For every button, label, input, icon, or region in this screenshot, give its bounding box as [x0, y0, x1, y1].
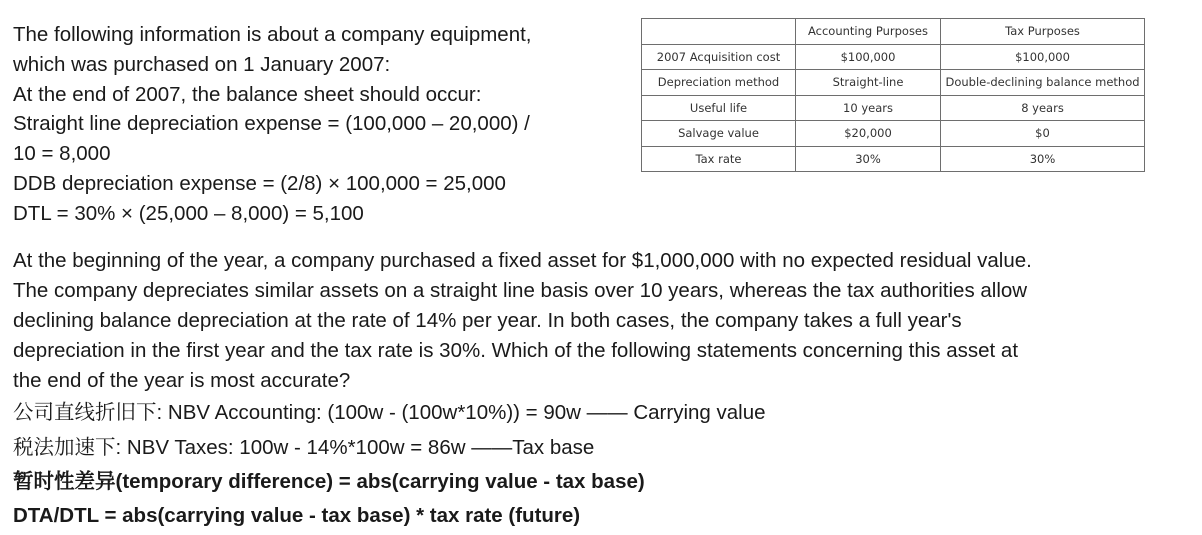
- table-cell: Straight-line: [796, 70, 941, 96]
- table-cell: 30%: [941, 146, 1145, 172]
- intro-line: Straight line depreciation expense = (100,000 – 20,000) /: [13, 112, 530, 136]
- accounting-nbv-note: 公司直线折旧下: NBV Accounting: (100w - (100w*10%)) = 90w —— Carrying value: [13, 401, 766, 424]
- table-row: [642, 146, 1145, 172]
- temporary-difference-note: 暂时性差异(temporary difference) = abs(carrying value - tax base): [13, 470, 645, 493]
- intro-line: At the end of 2007, the balance sheet should occur:: [13, 82, 482, 106]
- intro-line: DDB depreciation expense = (2/8) × 100,000 = 25,000: [13, 171, 506, 195]
- question-line: The company depreciates similar assets on a straight line basis over 10 years, whereas the tax authorities allow: [13, 279, 1028, 302]
- dta-dtl-note: DTA/DTL = abs(carrying value - tax base) * tax rate (future): [13, 504, 581, 527]
- table-cell: Salvage value: [642, 121, 796, 147]
- table-cell: 10 years: [796, 95, 941, 121]
- table-row: [642, 121, 1145, 147]
- table-header-cell: Tax Purposes: [941, 19, 1145, 45]
- table-row: [642, 44, 1145, 70]
- table-cell: Double-declining balance method: [941, 70, 1145, 96]
- table-cell: $100,000: [796, 44, 941, 70]
- question-line: the end of the year is most accurate?: [13, 369, 351, 392]
- table-cell: $100,000: [941, 44, 1145, 70]
- question-line: At the beginning of the year, a company purchased a fixed asset for $1,000,000 with no expected residual value.: [13, 249, 1032, 272]
- question-text-block: [13, 246, 1193, 396]
- question-line: depreciation in the first year and the tax rate is 30%. Which of the following statements concerning this asset at: [13, 339, 1019, 362]
- table-cell: Depreciation method: [642, 70, 796, 96]
- table-row: [642, 70, 1145, 96]
- intro-line: which was purchased on 1 January 2007:: [13, 52, 391, 76]
- table-cell: $0: [941, 121, 1145, 147]
- table-cell: 8 years: [941, 95, 1145, 121]
- table-cell: 2007 Acquisition cost: [642, 44, 796, 70]
- question-line: declining balance depreciation at the rate of 14% per year. In both cases, the company takes a full year's: [13, 309, 962, 332]
- intro-line: The following information is about a company equipment,: [13, 23, 532, 46]
- table-row: [642, 95, 1145, 121]
- table-cell: Tax rate: [642, 146, 796, 172]
- intro-text-block: [13, 20, 623, 229]
- depreciation-comparison-table: [641, 18, 1145, 172]
- table-header-row: [642, 19, 1145, 45]
- table-cell: 30%: [796, 146, 941, 172]
- notes-block: [13, 396, 1193, 533]
- intro-line: 10 = 8,000: [13, 142, 111, 166]
- tax-nbv-note: 税法加速下: NBV Taxes: 100w - 14%*100w = 86w ——Tax base: [13, 436, 595, 459]
- intro-line: DTL = 30% × (25,000 – 8,000) = 5,100: [13, 201, 364, 225]
- table-cell: $20,000: [796, 121, 941, 147]
- table-header-cell: Accounting Purposes: [796, 19, 941, 45]
- table-cell: Useful life: [642, 95, 796, 121]
- table-header-cell: [642, 19, 796, 45]
